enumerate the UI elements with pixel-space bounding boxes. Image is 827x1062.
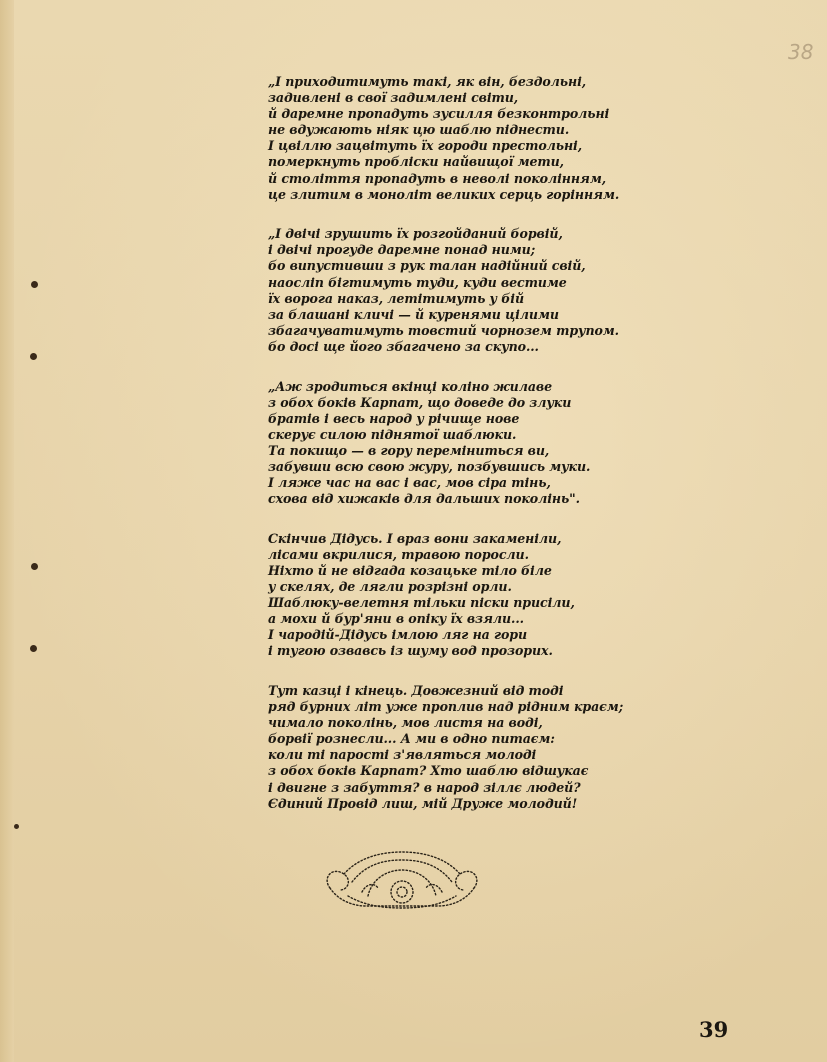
- poem-line: і двигне з забуття? в народ зіллє людей?: [268, 779, 581, 795]
- poem-stanza: [268, 379, 613, 508]
- poem-line: „І приходитимуть такі, як він, бездольні,: [268, 74, 587, 89]
- poem-line: й даремне пропадуть зусилля безконтрольні: [268, 106, 610, 122]
- poem-line: це злитим в моноліт великих серць горінням.: [268, 186, 620, 202]
- poem-line: І ляже час на вас і вас, мов сіра тінь,: [268, 475, 551, 491]
- poem-line: Та покищо — в гору переміниться ви,: [268, 442, 550, 458]
- poem-text: [268, 74, 624, 812]
- poem-line: у скелях, де лягли розрізні орли.: [268, 579, 512, 595]
- poem-line: забувши всю свою журу, позбувшись муки.: [268, 458, 591, 474]
- poem-line: коли ті парості з'являться молоді: [268, 747, 537, 763]
- poem-line: Тут казці і кінець. Довжезний від тоді: [268, 683, 564, 698]
- poem-line: чимало поколінь, мов листя на воді,: [268, 715, 543, 731]
- poem-line: і двічі прогуде даремне понад ними;: [268, 242, 536, 258]
- poem-line: „І двічі зрушить їх розгойданий борвій,: [268, 226, 563, 242]
- poem-line: померкнуть пробліски найвищої мети,: [268, 154, 564, 170]
- poem-line: І чародій-Дідусь імлою ляг на гори: [268, 627, 528, 643]
- poem-line: і тугою озвавсь із шуму вод прозорих.: [268, 643, 553, 659]
- binding-hole: [14, 824, 19, 829]
- poem-line: задивлені в свої задимлені світи,: [268, 90, 519, 106]
- poem-line: „Аж зродиться вкінці коліно жилаве: [268, 378, 552, 394]
- poem-line: борвії рознесли... А ми в одно питаєм:: [268, 731, 555, 747]
- binding-hole: [31, 563, 38, 570]
- poem-line: Ніхто й не відгада козацьке тіло біле: [268, 562, 552, 578]
- poem-line: не вдужають ніяк цю шаблю піднести.: [268, 122, 570, 138]
- poem-line: а мохи й бур'яни в опіку їх взяли...: [268, 611, 524, 627]
- margin-pencil-note: 38: [788, 40, 814, 64]
- page-number: 39: [699, 1017, 729, 1042]
- poem-stanza: [268, 74, 620, 203]
- poem-line: ряд бурних літ уже проплив над рідним краєм;: [268, 699, 624, 715]
- poem-line: Скінчив Дідусь. І враз вони закаменіли,: [268, 530, 562, 546]
- poem-line: з обох боків Карпат? Хто шаблю відшукає: [268, 763, 589, 779]
- poem-line: лісами вкрилися, травою поросли.: [268, 546, 529, 562]
- poem-line: за блашані кличі — й куренями цілими: [268, 306, 559, 322]
- binding-hole: [30, 353, 37, 360]
- page-binding-edge: [0, 0, 14, 1062]
- poem-line: бо випустивши з рук талан надійний свій,: [268, 258, 586, 274]
- binding-hole: [31, 281, 38, 288]
- poem-stanza: [268, 683, 624, 812]
- poem-stanza: [268, 531, 613, 660]
- poem-line: й століття пропадуть в неволі поколінням,: [268, 170, 607, 186]
- poem-stanza: [268, 226, 619, 355]
- poem-line: братів і весь народ у річище нове: [268, 410, 520, 426]
- poem-line: збагачуватимуть товстий чорнозем трупом.: [268, 322, 619, 338]
- poem-line: з обох боків Карпат, що доведе до злуки: [268, 394, 572, 410]
- poem-line: наосліп бігтимуть туди, куди вестиме: [268, 274, 567, 290]
- poem-line: їх ворога наказ, летітимуть у бій: [268, 290, 525, 306]
- binding-hole: [30, 645, 37, 652]
- decorative-ornament-icon: [322, 848, 482, 914]
- poem-line: Єдиний Провід лиш, мій Друже молодий!: [268, 795, 578, 811]
- poem-line: бо досі ще його збагачено за скупо...: [268, 338, 539, 354]
- poem-line: І цвіллю зацвітуть їх городи престольні,: [268, 138, 583, 154]
- poem-line: схова від хижаків для дальших поколінь".: [268, 491, 580, 507]
- poem-line: Шаблюку-велетня тільки піски присіли,: [268, 595, 575, 611]
- poem-line: скерує силою піднятої шаблюки.: [268, 426, 517, 442]
